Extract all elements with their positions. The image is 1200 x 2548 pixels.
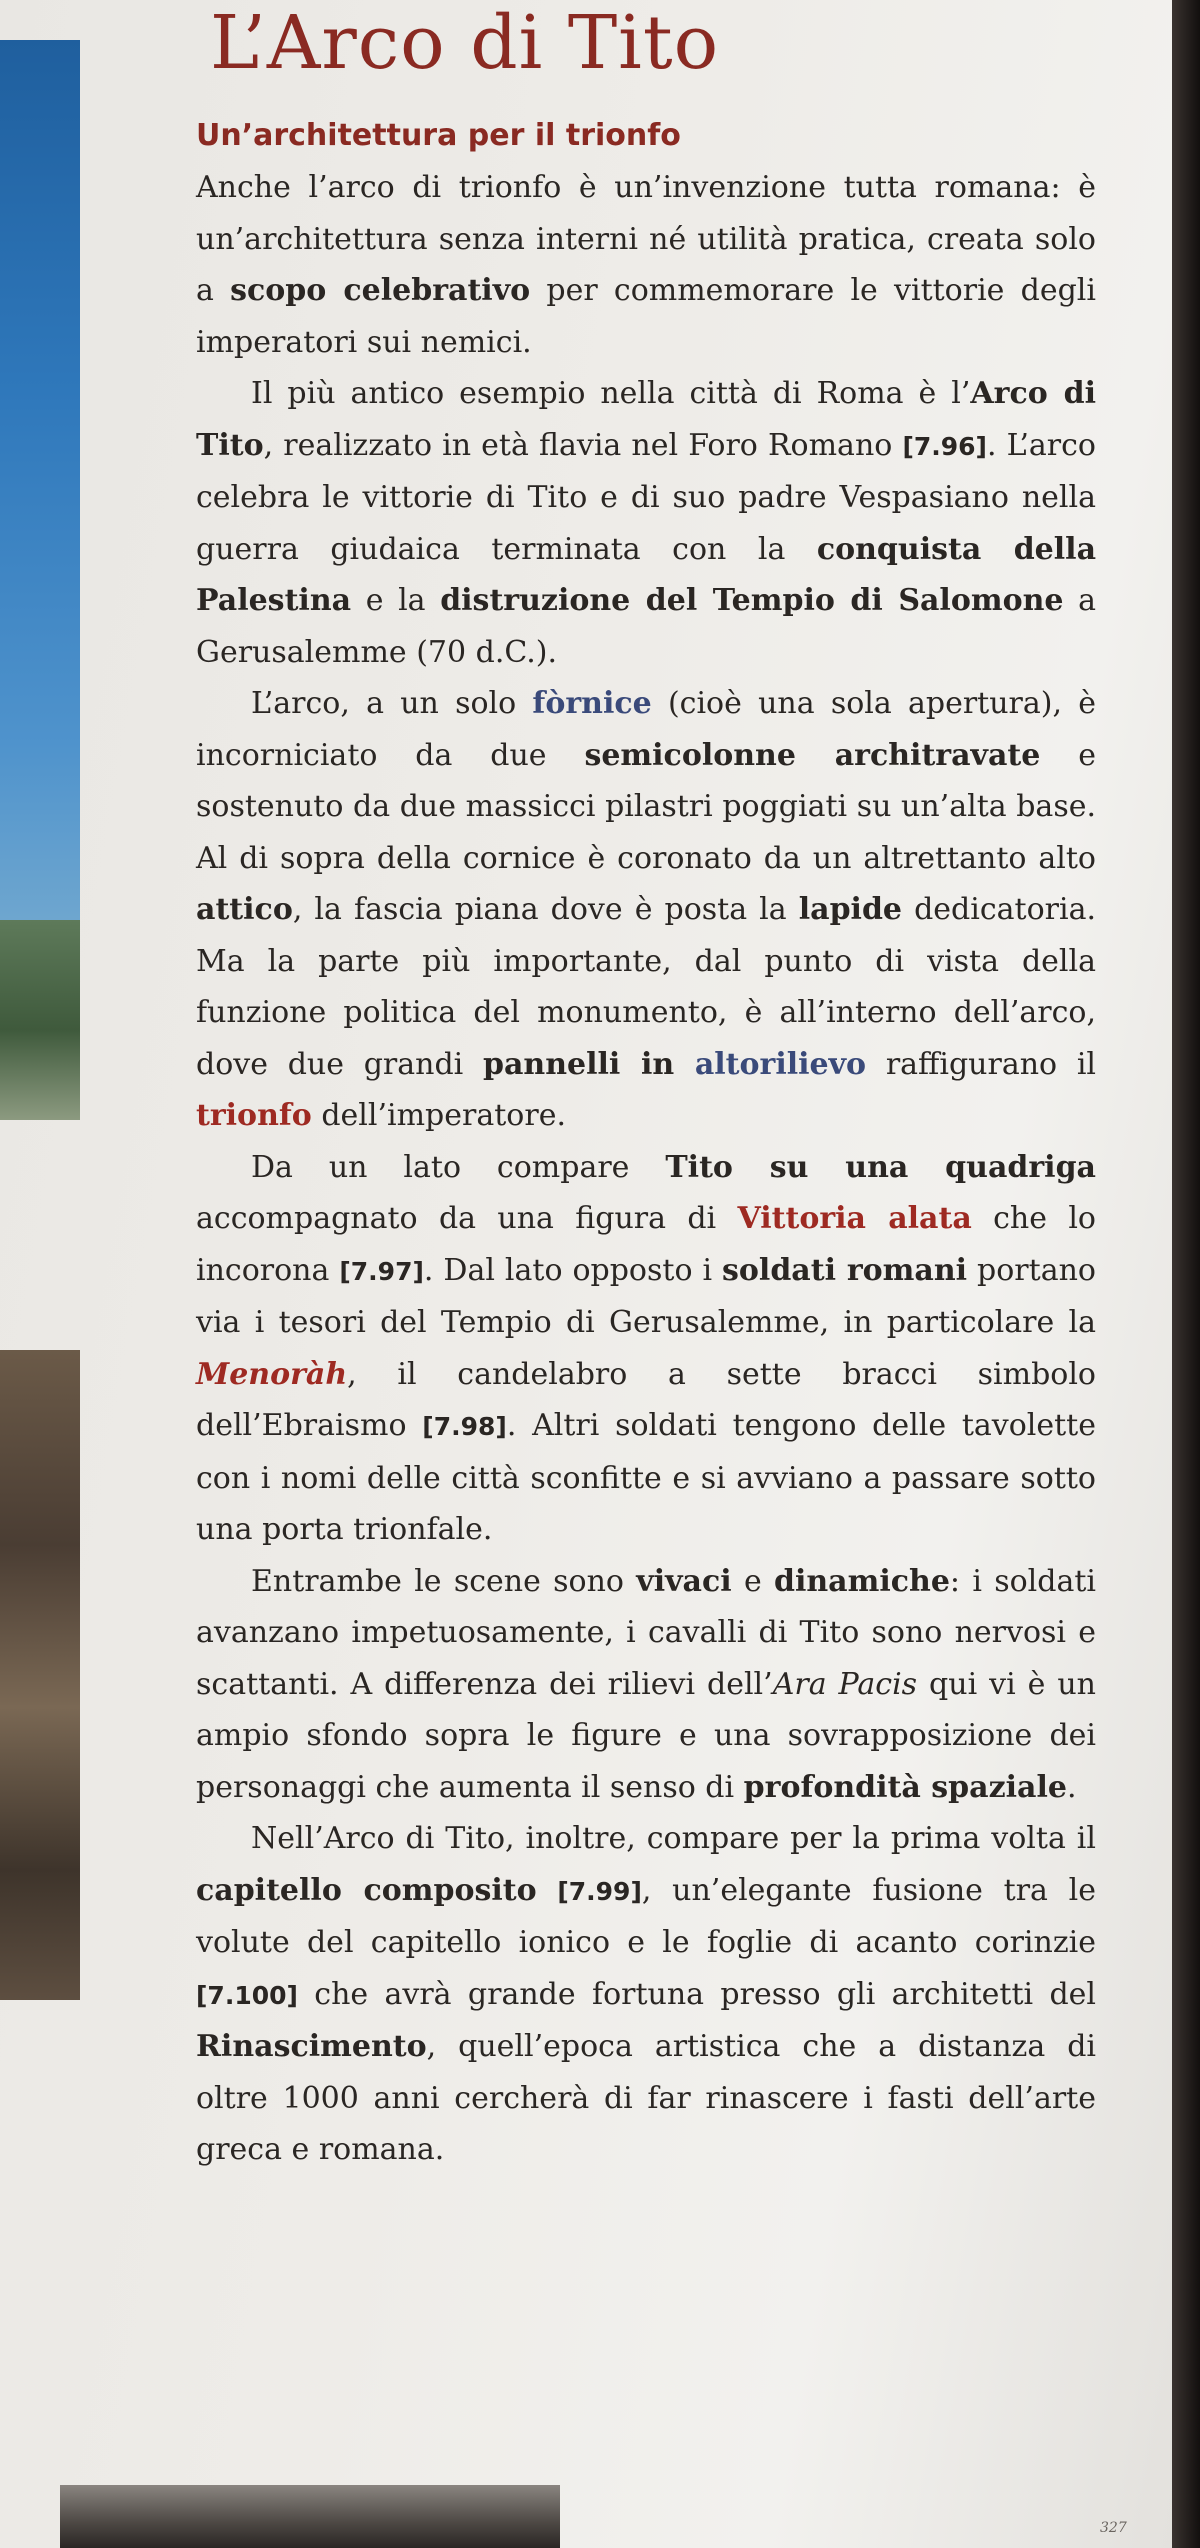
text-kw: semicolonne architravate: [584, 737, 1041, 773]
page-number: 327: [1100, 2520, 1127, 2536]
text-kw: dinamiche: [773, 1563, 950, 1599]
trees-photo-edge: [0, 920, 80, 1120]
bottom-photo-edge: [60, 2485, 560, 2548]
text-run: Il più antico esempio nella città di Roma è l’: [251, 376, 971, 411]
text-kw: profondità spaziale: [743, 1769, 1067, 1805]
relief-photo-edge: [0, 1350, 80, 2000]
paragraph: [196, 162, 1096, 368]
text-run: . L’arco celebra le vittorie di Tito e di suo padre Vespasiano nella guerra giudaica terminata con la: [196, 427, 1096, 567]
text-kw: pannelli in: [483, 1046, 695, 1082]
text-run: e sostenuto da due massicci pilastri poggiati su un’alta base. Al di sopra della cornice è coronato da un altrettanto alto: [196, 737, 1097, 876]
text-kw: vivaci: [636, 1563, 732, 1599]
text-kw: distruzione del Tempio di Salomone: [440, 583, 1064, 618]
text-run: : i soldati avanzano impetuosamente, i cavalli di Tito sono nervosi e scattanti. A differenza dei rilievi dell’: [196, 1563, 1096, 1702]
text-run: , un’elegante fusione tra le volute del capitello ionico e le foglie di acanto corinzie: [196, 1872, 1096, 1960]
text-kw: soldati romani: [722, 1252, 968, 1288]
text-run: che lo incorona: [196, 1201, 1096, 1288]
text-run: (cioè una sola apertura), è incorniciato da due: [196, 686, 1096, 773]
text-kw: capitello composito: [196, 1872, 537, 1908]
text-run: , la fascia piana dove è posta la: [292, 892, 799, 927]
text-kw: conquista della Palestina: [196, 531, 1097, 618]
text-kw: Rinascimento: [196, 2029, 427, 2064]
text-run: , quell’epoca artistica che a distanza di oltre 1000 anni cercherà di far rinascere i fasti dell’arte greca e romana.: [196, 2029, 1096, 2167]
text-kw: attico: [196, 892, 293, 927]
text-it: Ara Pacis: [772, 1666, 918, 1702]
text-run: . Altri soldati tengono delle tavolette con i nomi delle città sconfitte e si avviano a passare sotto una porta trionfale.: [196, 1408, 1096, 1547]
text-blue: fòrnice: [532, 686, 652, 721]
paragraph: [196, 1556, 1096, 1814]
text-kw: Tito su una quadriga: [665, 1149, 1096, 1185]
text-run: qui vi è un ampio sfondo sopra le figure e una sovrapposizione dei personaggi che aumenta il senso di: [196, 1666, 1096, 1805]
text-run: dell’imperatore.: [311, 1098, 566, 1133]
text-run: . Dal lato opposto i: [423, 1252, 723, 1288]
page-edge-shadow: [1172, 0, 1200, 2548]
section-subtitle: Un’architettura per il trionfo: [196, 118, 681, 153]
paragraph: [196, 1142, 1096, 1556]
text-run: accompagnato da una figura di: [196, 1201, 738, 1236]
paragraph: [196, 1813, 1096, 2176]
text-run: Da un lato compare: [251, 1149, 666, 1185]
text-run: che avrà grande fortuna presso gli architetti del: [297, 1976, 1096, 2012]
text-ref: [7.99]: [557, 1876, 642, 1906]
text-run: e la: [351, 583, 441, 618]
arch-photo-edge: [0, 40, 80, 920]
text-run: L’arco, a un solo: [251, 686, 533, 721]
text-run: e: [731, 1563, 774, 1599]
text-blue: altorilievo: [694, 1046, 867, 1082]
text-kw: scopo celebrativo: [230, 273, 531, 308]
text-ref: [7.96]: [902, 431, 987, 461]
text-run: raffigurano il: [866, 1046, 1097, 1082]
text-kw: lapide: [798, 892, 903, 927]
paragraph: [196, 368, 1096, 678]
text-run: Anche l’arco di trionfo è un’invenzione tutta romana: è un’architettura senza interni né utilità pratica, creata solo a: [196, 170, 1096, 308]
text-kw: Arco di Tito: [196, 376, 1096, 463]
text-ref: [7.100]: [196, 1980, 298, 2010]
text-run: [537, 1873, 558, 1908]
text-red: trionfo: [196, 1098, 312, 1133]
text-run: per commemorare le vittorie degli imperatori sui nemici.: [196, 273, 1096, 360]
text-it-red: Menoràh: [196, 1356, 348, 1392]
text-run: Nell’Arco di Tito, inoltre, compare per la prima volta il: [251, 1821, 1096, 1856]
paragraph: [196, 678, 1096, 1142]
text-run: Entrambe le scene sono: [251, 1563, 637, 1599]
text-run: , il candelabro a sette bracci simbolo dell’Ebraismo: [196, 1356, 1096, 1443]
article-body: [196, 162, 1096, 2176]
text-run: portano via i tesori del Tempio di Gerusalemme, in particolare la: [196, 1252, 1096, 1340]
text-ref: [7.97]: [339, 1256, 424, 1286]
page-title: L’Arco di Tito: [210, 0, 720, 86]
text-ref: [7.98]: [422, 1412, 507, 1441]
text-run: a Gerusalemme (70 d.C.).: [196, 583, 1096, 670]
text-red: Vittoria alata: [737, 1201, 972, 1236]
text-run: .: [1066, 1769, 1077, 1805]
text-run: dedicatoria. Ma la parte più importante, dal punto di vista della funzione politica del monumento, è all’interno dell’arco, dove due grandi: [196, 892, 1096, 1082]
text-run: , realizzato in età flavia nel Foro Romano: [263, 427, 903, 463]
